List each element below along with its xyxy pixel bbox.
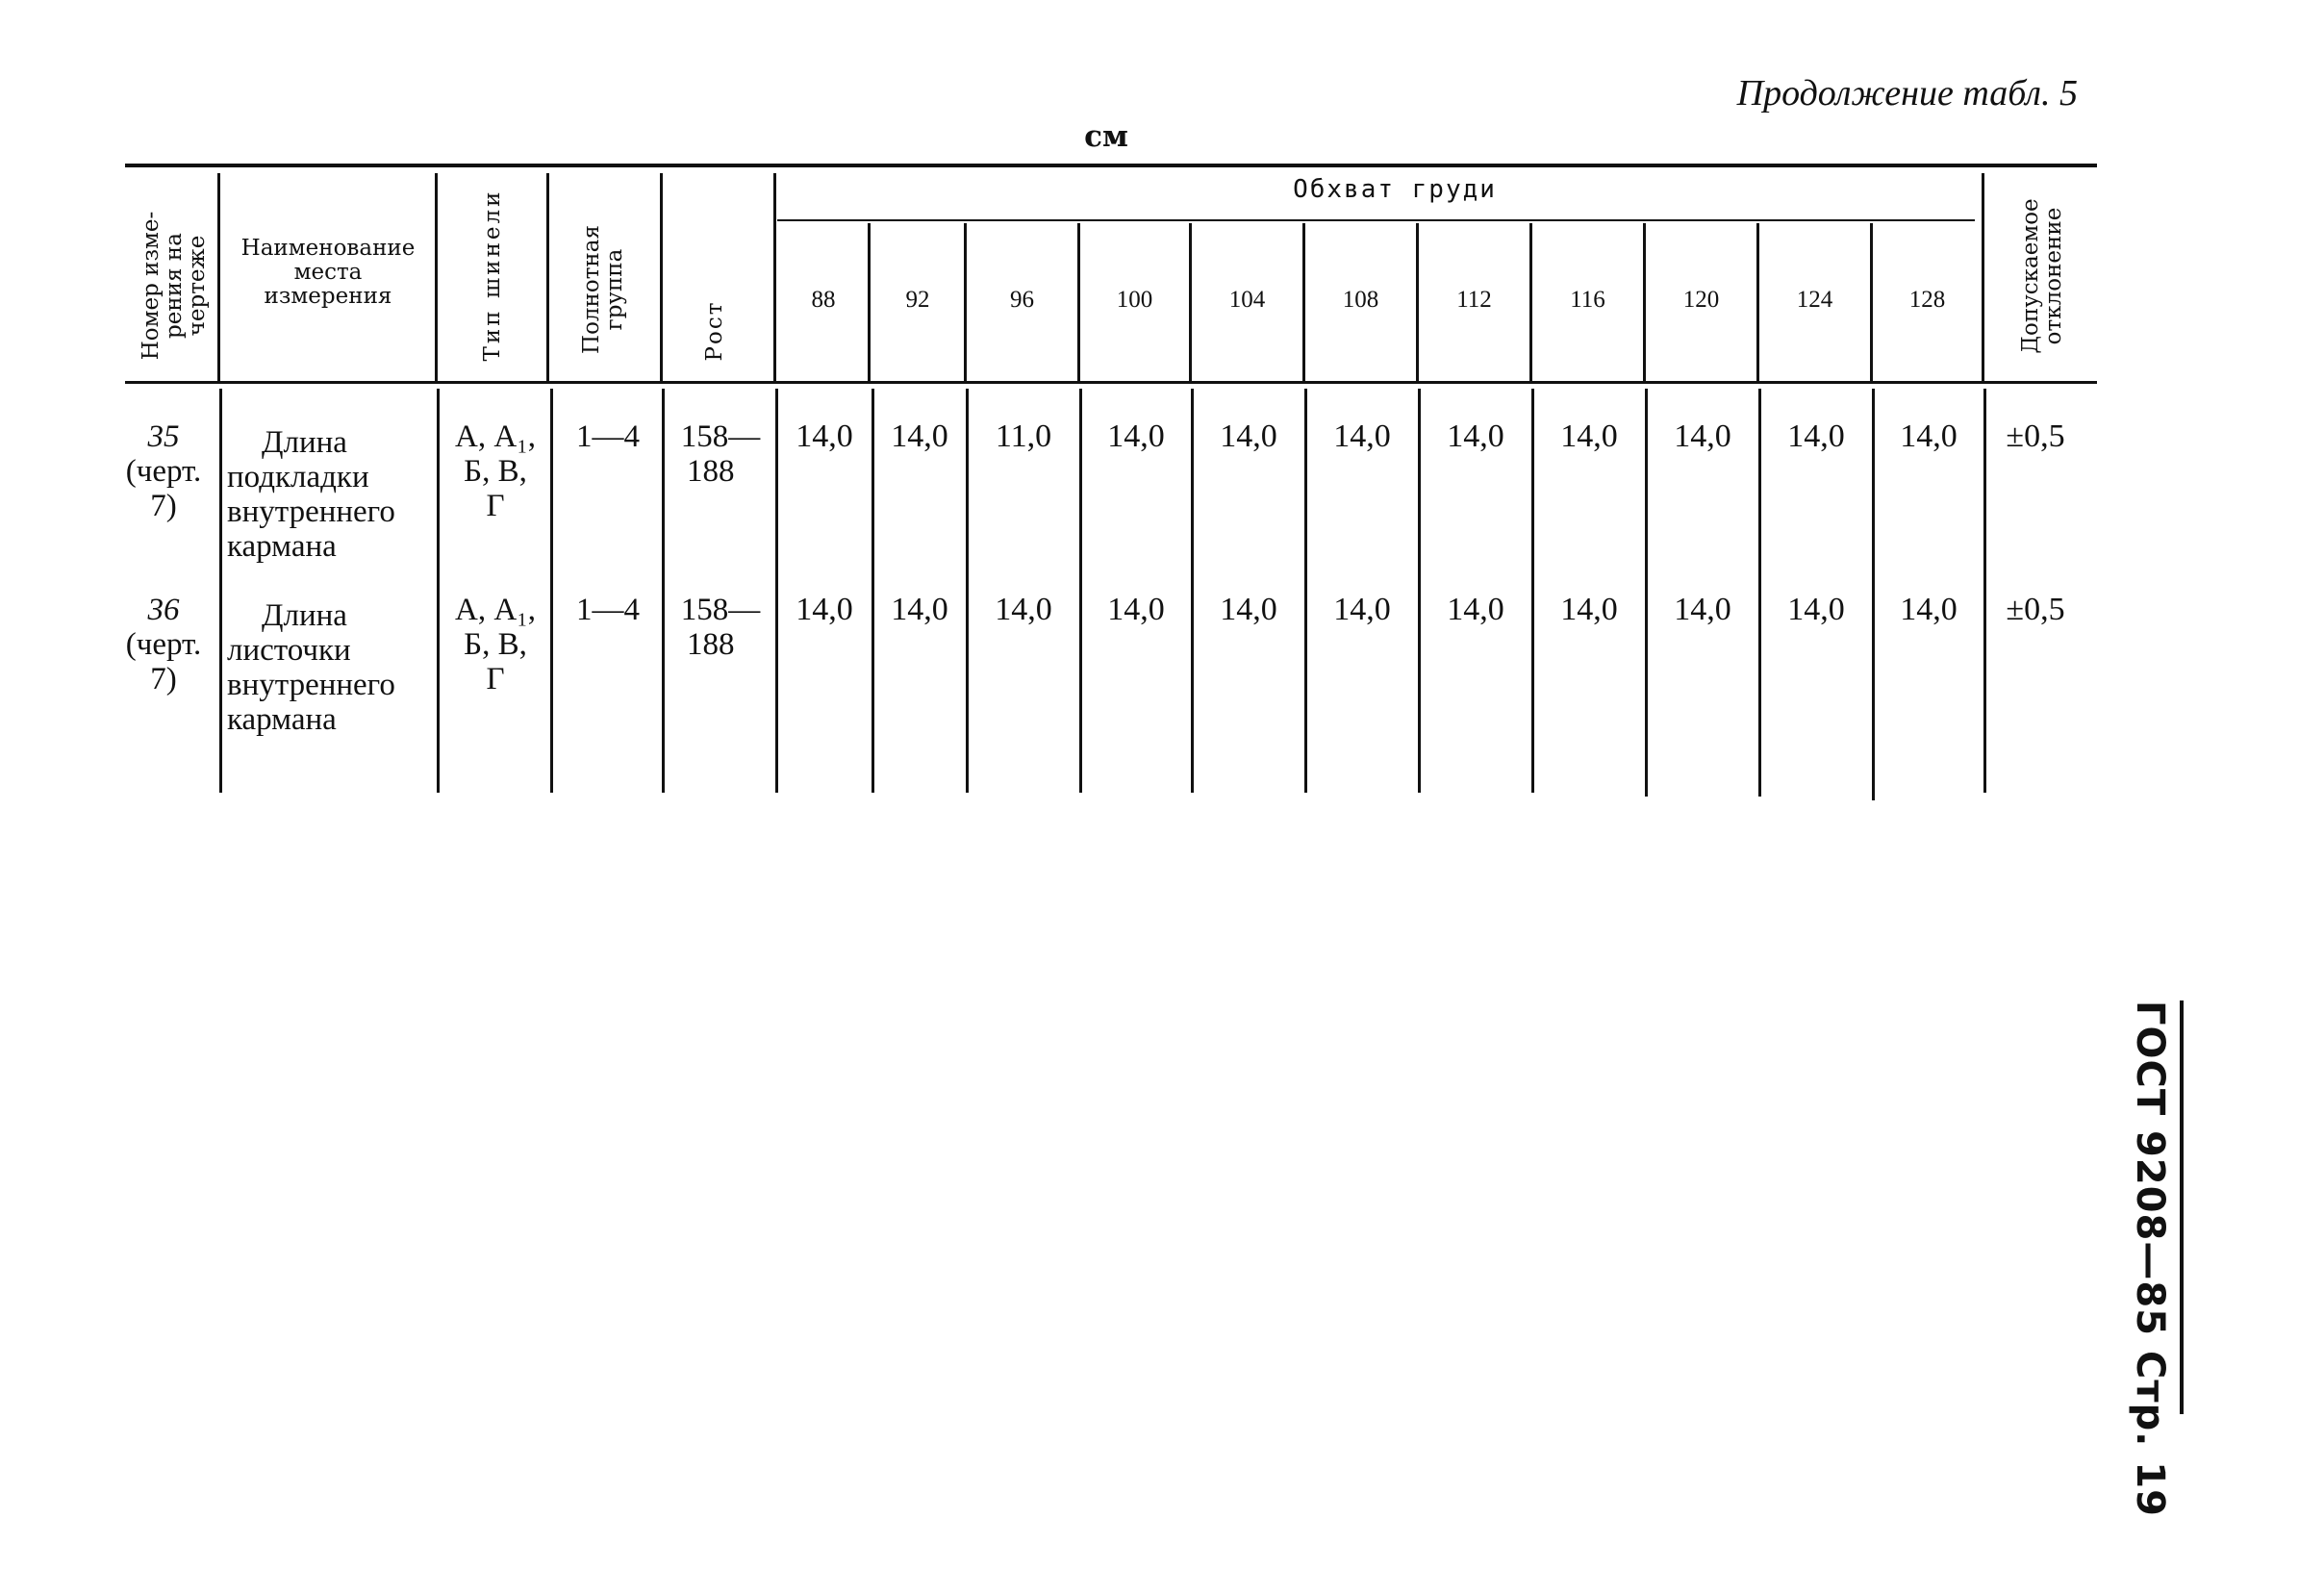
drawing-ref: 7) [150, 662, 177, 696]
size-label: 120 [1682, 287, 1720, 313]
value-cell: 14,0 [1674, 418, 1731, 454]
header-line: чертеже [185, 235, 210, 337]
header-line: измерения [264, 284, 392, 309]
coat-type [441, 419, 550, 523]
chest-subheader-rule [777, 219, 1975, 221]
value-cell: 14,0 [1787, 592, 1845, 627]
header-line: Допускаемое [2018, 198, 2043, 354]
value-cell: 14,0 [995, 592, 1052, 627]
height-line: 188 [687, 627, 735, 662]
value-cell: 14,0 [1333, 418, 1391, 454]
size-label: 124 [1796, 287, 1833, 313]
value-cell: 14,0 [1220, 592, 1277, 627]
size-label: 104 [1228, 287, 1266, 313]
type-line: Г [486, 489, 505, 523]
value-cell: 14,0 [1900, 592, 1958, 627]
header-bottom-rule [125, 381, 2097, 384]
drawing-ref: 7) [150, 489, 177, 523]
size-label: 108 [1342, 287, 1379, 313]
header-line: Рост [702, 300, 727, 362]
header-line: рения на [162, 233, 187, 339]
name-line: кармана [227, 529, 337, 564]
unit-label: см [1084, 119, 1128, 154]
value-cell: 11,0 [995, 418, 1052, 454]
size-label: 112 [1456, 287, 1492, 313]
row-number [108, 593, 219, 696]
header-measurement-number [139, 191, 211, 380]
size-label: 96 [1010, 287, 1034, 313]
header-line: места [293, 260, 363, 285]
height-line: 158— [680, 419, 761, 454]
type-line: Г [486, 662, 505, 696]
height-line: 158— [680, 593, 761, 627]
name-line: внутреннего [227, 668, 395, 702]
header-line: Номер изме- [139, 211, 164, 361]
row-number-value: 35 [147, 419, 180, 454]
header-fullness-group [580, 195, 628, 384]
size-label: 116 [1570, 287, 1605, 313]
header-line: отклонение [2041, 207, 2066, 345]
drawing-ref: (черт. [125, 627, 202, 662]
footer-rule [2180, 1000, 2184, 1414]
name-line: Длина [262, 598, 347, 633]
header-height [703, 278, 730, 384]
name-line: внутреннего [227, 494, 395, 529]
size-label: 100 [1116, 287, 1153, 313]
value-cell: 14,0 [1220, 418, 1277, 454]
col-divider [546, 173, 549, 381]
drawing-ref: (черт. [125, 454, 202, 489]
height-line: 188 [687, 454, 735, 489]
col-divider [217, 173, 220, 381]
name-line: кармана [227, 702, 337, 737]
value-cell: 14,0 [1447, 418, 1504, 454]
col-divider [660, 173, 663, 381]
col-divider [550, 389, 553, 793]
value-cell: 14,0 [796, 418, 853, 454]
fullness-group: 1—4 [576, 593, 640, 627]
standard-reference: ГОСТ 9208—85 Стр. 19 [2128, 1000, 2172, 1517]
header-line: Наименование [240, 236, 416, 261]
col-divider [773, 173, 776, 381]
tolerance-cell: ±0,5 [2006, 592, 2065, 627]
type-line: Б, В, [464, 627, 527, 662]
fullness-group: 1—4 [576, 419, 640, 454]
value-cell: 14,0 [1107, 592, 1165, 627]
table-top-rule [125, 164, 2097, 167]
col-divider [435, 173, 438, 381]
type-line: А, А₁, [455, 419, 536, 454]
row-number-value: 36 [147, 593, 180, 627]
value-cell: 14,0 [891, 592, 948, 627]
value-cell: 14,0 [1333, 592, 1391, 627]
name-line: листочки [227, 633, 351, 668]
value-cell: 14,0 [1900, 418, 1958, 454]
tolerance-cell: ±0,5 [2006, 418, 2065, 454]
value-cell: 14,0 [1107, 418, 1165, 454]
value-cell: 14,0 [891, 418, 948, 454]
row-number [108, 419, 219, 523]
col-divider [219, 389, 222, 793]
col-divider [1982, 173, 1984, 381]
continuation-title: Продолжение табл. 5 [1736, 73, 2078, 114]
value-cell: 14,0 [1787, 418, 1845, 454]
value-cell: 14,0 [1560, 418, 1618, 454]
type-line: Б, В, [464, 454, 527, 489]
measurement-name [227, 425, 439, 564]
type-line: А, А₁, [455, 593, 536, 627]
header-line: Тип шинели [480, 189, 505, 362]
header-line: Полнотная [579, 225, 604, 354]
value-cell: 14,0 [796, 592, 853, 627]
size-divider [868, 223, 871, 381]
name-line: Длина [262, 425, 347, 460]
header-measurement-place [221, 237, 435, 309]
height-range [668, 419, 773, 489]
header-tolerance [2019, 182, 2067, 370]
coat-type [441, 593, 550, 696]
height-range [668, 593, 773, 662]
value-cell: 14,0 [1560, 592, 1618, 627]
header-line: группа [602, 248, 627, 331]
size-label: 128 [1908, 287, 1946, 313]
value-cell: 14,0 [1447, 592, 1504, 627]
size-label: 92 [905, 287, 930, 313]
name-line: подкладки [227, 460, 369, 494]
header-chest-girth: Обхват груди [1293, 175, 1497, 204]
col-divider [662, 389, 665, 793]
size-label: 88 [811, 287, 836, 313]
value-cell: 14,0 [1674, 592, 1731, 627]
measurement-name [227, 598, 439, 737]
col-divider [1983, 389, 1986, 793]
header-coat-type [481, 179, 508, 371]
